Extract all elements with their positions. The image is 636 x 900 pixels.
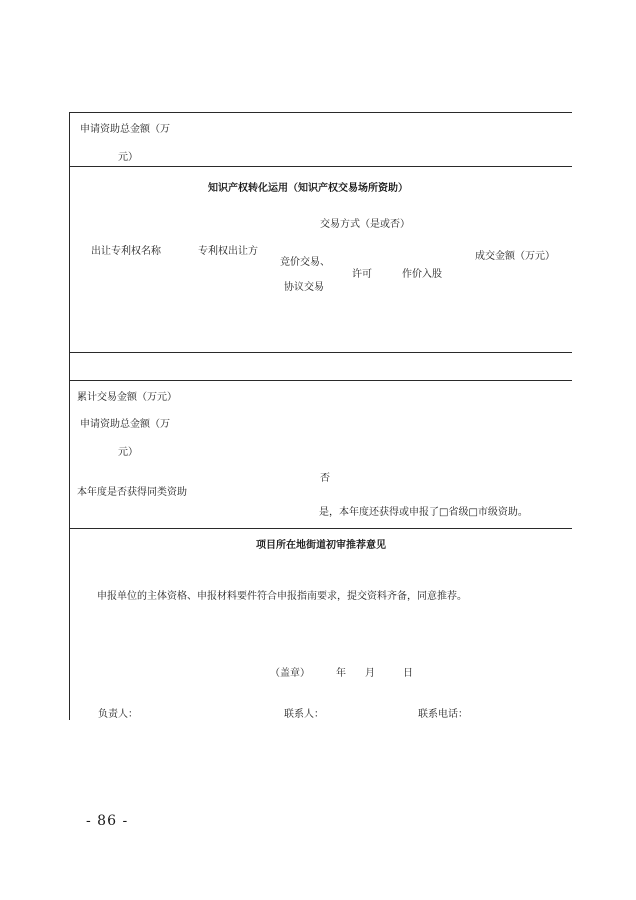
row-divider-1 — [69, 166, 572, 167]
review-text: 申报单位的主体资格、申报材料要件符合申报指南要求，提交资料齐备，同意推荐。 — [97, 591, 467, 602]
trade-method-header: 交易方式（是或否） — [320, 219, 410, 230]
same-year-question: 本年度是否获得同类资助 — [77, 487, 187, 498]
contact-phone-label: 联系电话： — [418, 709, 468, 720]
col-patent-party: 专利权出让方 — [198, 246, 258, 257]
month-label: 月 — [365, 668, 375, 679]
table-top-border — [69, 112, 572, 113]
option-yes: 是，本年度还获得或申报了□省级□市级资助。 — [319, 507, 528, 518]
year-label: 年 — [336, 668, 346, 679]
option-no: 否 — [320, 473, 330, 484]
row-divider-3 — [69, 380, 572, 381]
col-share: 作价入股 — [402, 269, 442, 280]
col-license: 许可 — [352, 269, 372, 280]
cumulative-amount-label: 累计交易金额（万元） — [77, 392, 177, 403]
apply-total2-label-line2: 元） — [118, 447, 138, 458]
person-in-charge-label: 负责人： — [98, 709, 138, 720]
apply-total-label-line1: 申请资助总金额（万 — [80, 124, 170, 135]
contact-person-label: 联系人： — [284, 709, 324, 720]
section-title: 知识产权转化运用（知识产权交易场所资助） — [208, 183, 408, 194]
col-bidding-line1: 竞价交易、 — [280, 257, 330, 268]
day-label: 日 — [403, 668, 413, 679]
col-patent-name: 出让专利权名称 — [91, 246, 161, 257]
table-left-border — [69, 112, 70, 720]
row-divider-4 — [69, 528, 572, 529]
row-divider-2 — [69, 352, 572, 353]
apply-total2-label-line1: 申请资助总金额（万 — [80, 419, 170, 430]
apply-total-label-line2: 元） — [118, 152, 138, 163]
col-amount: 成交金额（万元） — [475, 251, 555, 262]
col-bidding-line2: 协议交易 — [284, 282, 324, 293]
page-number: - 86 - — [86, 813, 129, 829]
seal-label: （盖章） — [270, 668, 310, 679]
review-title: 项目所在地街道初审推荐意见 — [256, 540, 386, 551]
